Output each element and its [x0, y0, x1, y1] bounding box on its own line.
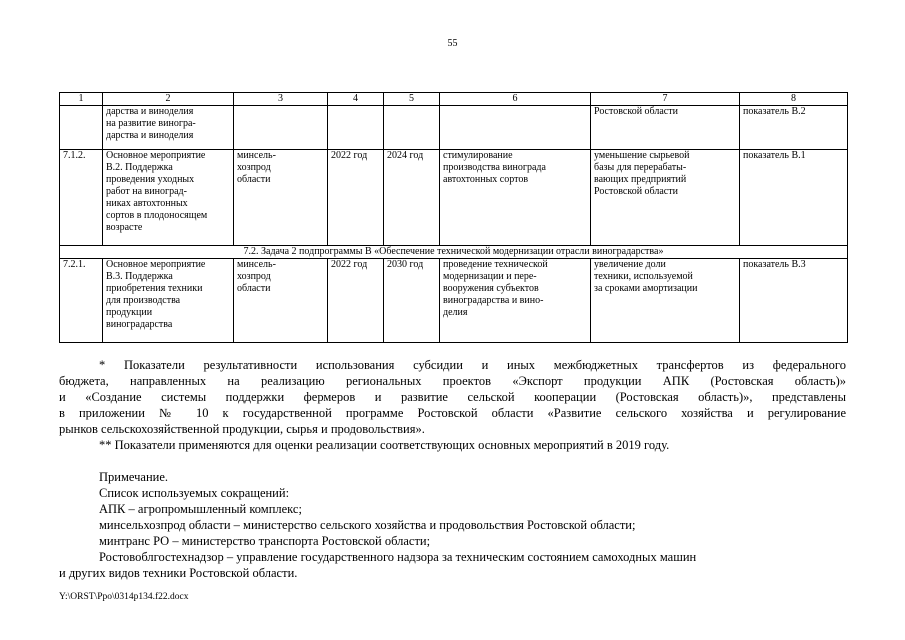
table-header-row: [60, 93, 848, 106]
measure-name: Основное мероприятие В.2. Поддержка проведения уходных работ на виноград- никах автохтонных сортов в плодоносящем возрасте: [103, 150, 234, 246]
row-number: 7.2.1.: [60, 259, 103, 343]
column-header: 2: [103, 93, 234, 106]
abbreviation-item: минтранс РО – министерство транспорта Ростовской области;: [99, 534, 431, 548]
task-row: [60, 246, 848, 259]
table-row: [60, 259, 848, 343]
column-header: 8: [740, 93, 848, 106]
table-row: [60, 106, 848, 150]
footnote-1-line: в приложении № 10 к государственной программе Ростовской области «Развитие сельского хозяйства и регулирование: [59, 406, 846, 420]
notes-section: [59, 357, 846, 581]
task-title: 7.2. Задача 2 подпрограммы В «Обеспечение технической модернизации отрасли виноградарства»: [60, 246, 848, 259]
consequence: уменьшение сырьевой базы для перерабаты- вающих предприятий Ростовской области: [591, 150, 740, 246]
measure-name: дарства и виноделия на развитие виногра- дарства и виноделия: [103, 106, 234, 150]
footnote-2: ** Показатели применяются для оценки реализации соответствующих основных мероприятий в 2019 году.: [99, 438, 670, 452]
file-path: Y:\ORST\Ppo\0314p134.f22.docx: [59, 592, 189, 602]
indicator: показатель В.3: [740, 259, 848, 343]
executor: [234, 106, 328, 150]
row-number: 7.1.2.: [60, 150, 103, 246]
consequence: Ростовской области: [591, 106, 740, 150]
start-year: 2022 год: [328, 259, 384, 343]
measure-name: Основное мероприятие В.3. Поддержка приобретения техники для производства продукции виноградарства: [103, 259, 234, 343]
indicator: показатель В.1: [740, 150, 848, 246]
end-year: 2030 год: [384, 259, 440, 343]
expected-result: [440, 106, 591, 150]
table-row: [60, 150, 848, 246]
footnote-1-line: рынков сельскохозяйственной продукции, сырья и продовольствия».: [59, 422, 425, 436]
abbreviation-item: Ростовоблгостехнадзор – управление государственного надзора за техническим состоянием самоходных машин: [99, 550, 697, 564]
executor: минсель- хозпрод области: [234, 150, 328, 246]
abbreviation-item-continued: и других видов техники Ростовской области.: [59, 566, 298, 580]
indicator: показатель В.2: [740, 106, 848, 150]
footnote-1-line: * Показатели результативности использования субсидии и иных межбюджетных трансфертов из федерального: [99, 358, 846, 372]
footnote-1-line: бюджета, направленных на реализацию региональных проектов «Экспорт продукции АПК (Ростовская область)»: [59, 374, 846, 388]
column-header: 7: [591, 93, 740, 106]
column-header: 3: [234, 93, 328, 106]
abbreviations-title: Список используемых сокращений:: [99, 486, 290, 500]
start-year: [328, 106, 384, 150]
note-title: Примечание.: [99, 470, 169, 484]
start-year: 2022 год: [328, 150, 384, 246]
page-number: 55: [447, 38, 458, 49]
measures-table: [59, 92, 848, 343]
expected-result: стимулирование производства винограда автохтонных сортов: [440, 150, 591, 246]
row-number: [60, 106, 103, 150]
end-year: [384, 106, 440, 150]
column-header: 6: [440, 93, 591, 106]
executor: минсель- хозпрод области: [234, 259, 328, 343]
column-header: 4: [328, 93, 384, 106]
column-header: 5: [384, 93, 440, 106]
expected-result: проведение технической модернизации и пере- вооружения субъектов виноградарства и вино- делия: [440, 259, 591, 343]
abbreviation-item: минсельхозпрод области – министерство сельского хозяйства и продовольствия Ростовской области;: [99, 518, 636, 532]
consequence: увеличение доли техники, используемой за сроками амортизации: [591, 259, 740, 343]
column-header: 1: [60, 93, 103, 106]
abbreviation-item: АПК – агропромышленный комплекс;: [99, 502, 302, 516]
footnote-1-line: и «Создание системы поддержки фермеров и развитие сельской кооперации (Ростовская область)», представлены: [59, 390, 846, 404]
end-year: 2024 год: [384, 150, 440, 246]
